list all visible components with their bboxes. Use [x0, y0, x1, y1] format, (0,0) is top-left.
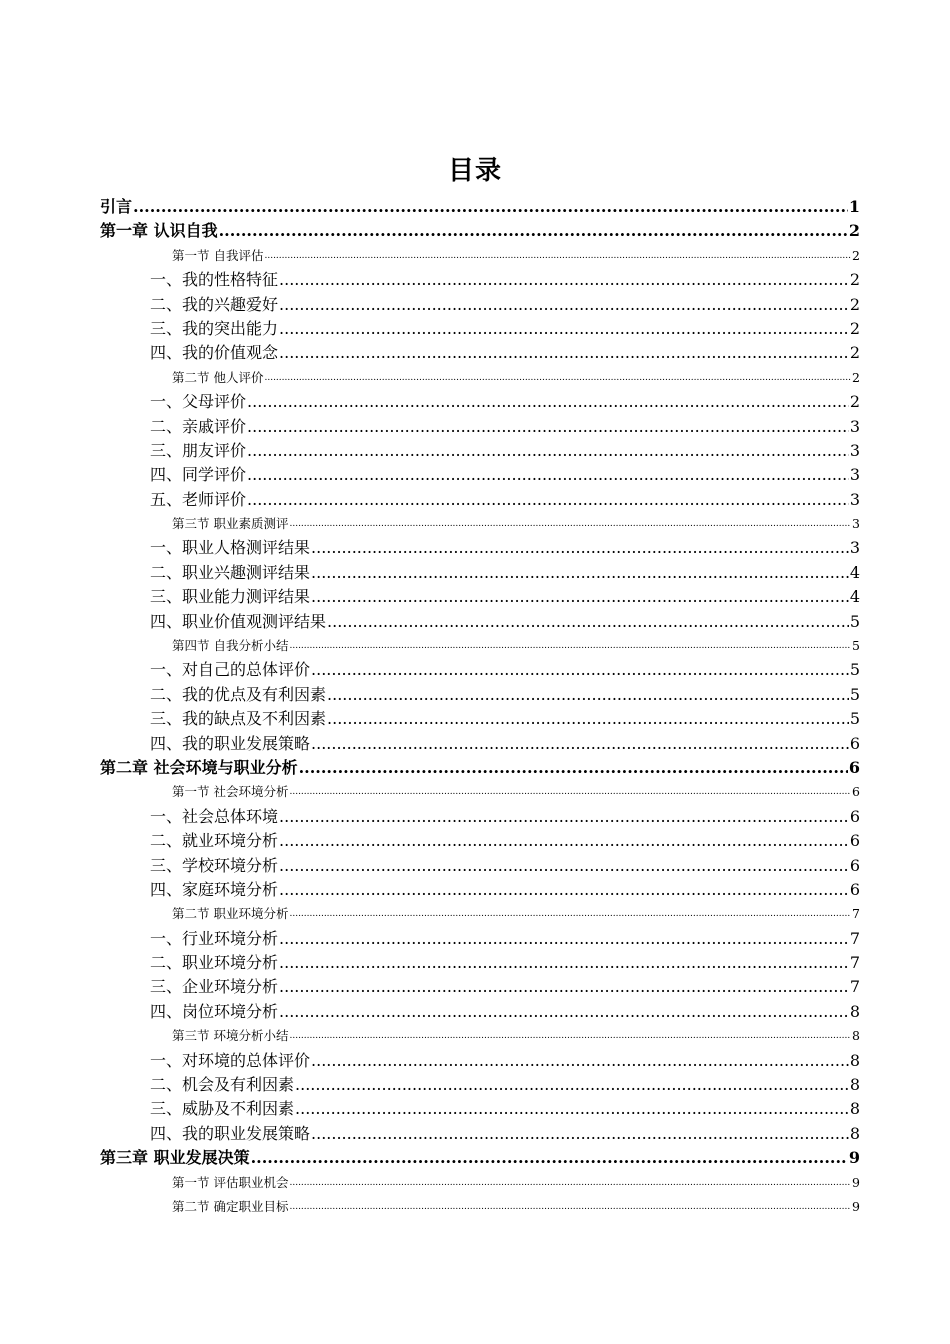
toc-entry-page-number: 9	[852, 1199, 860, 1214]
toc-item-entry[interactable]	[100, 439, 860, 463]
toc-leader-dots	[327, 707, 849, 731]
toc-item-entry[interactable]	[100, 854, 860, 878]
toc-item-entry[interactable]	[100, 610, 860, 634]
toc-leader-dots	[311, 1122, 849, 1146]
toc-leader-dots	[264, 244, 851, 268]
toc-leader-dots	[289, 1024, 851, 1048]
toc-entry-page-number: 6	[849, 806, 860, 826]
toc-item-entry[interactable]	[100, 293, 860, 317]
toc-leader-dots	[311, 658, 849, 682]
toc-leader-dots	[251, 1146, 848, 1170]
toc-item-entry[interactable]	[100, 536, 860, 560]
toc-entry-label: 三、朋友评价	[150, 440, 247, 460]
toc-entry-page-number: 5	[849, 660, 860, 680]
toc-leader-dots	[279, 854, 849, 878]
toc-entry-label: 第三节 职业素质测评	[172, 516, 289, 532]
toc-leader-dots	[279, 976, 849, 1000]
toc-leader-dots	[311, 536, 849, 560]
toc-section-entry[interactable]	[100, 1171, 860, 1195]
toc-entry-page-number: 3	[849, 416, 860, 436]
toc-leader-dots	[247, 488, 849, 512]
toc-leader-dots	[289, 634, 851, 658]
toc-item-entry[interactable]	[100, 976, 860, 1000]
toc-entry-label: 第一节 自我评估	[172, 247, 264, 263]
toc-section-entry[interactable]	[100, 902, 860, 926]
toc-entry-page-number: 4	[849, 587, 860, 607]
toc-item-entry[interactable]	[100, 1097, 860, 1121]
toc-entry-label: 三、职业能力测评结果	[150, 587, 311, 607]
toc-leader-dots	[279, 341, 849, 365]
toc-entry-page-number: 7	[849, 928, 860, 948]
toc-leader-dots	[295, 1097, 849, 1121]
toc-entry-label: 二、亲戚评价	[150, 416, 247, 436]
toc-entry-label: 第一节 评估职业机会	[172, 1174, 289, 1190]
toc-leader-dots	[311, 585, 849, 609]
toc-chapter-entry[interactable]	[100, 219, 860, 243]
toc-entry-page-number: 5	[849, 709, 860, 729]
toc-section-entry[interactable]	[100, 780, 860, 804]
toc-entry-page-number: 5	[849, 684, 860, 704]
toc-entry-page-number: 5	[849, 611, 860, 631]
toc-chapter-entry[interactable]	[100, 1146, 860, 1170]
toc-leader-dots	[295, 1073, 849, 1097]
toc-entry-label: 第一节 社会环境分析	[172, 784, 289, 800]
toc-leader-dots	[279, 829, 849, 853]
toc-item-entry[interactable]	[100, 707, 860, 731]
toc-item-entry[interactable]	[100, 1049, 860, 1073]
toc-entry-label: 第三节 环境分析小结	[172, 1028, 289, 1044]
toc-entry-label: 第二节 他人评价	[172, 369, 264, 385]
toc-item-entry[interactable]	[100, 829, 860, 853]
toc-entry-label: 二、我的兴趣爱好	[150, 294, 279, 314]
toc-section-entry[interactable]	[100, 634, 860, 658]
toc-entry-label: 三、学校环境分析	[150, 855, 279, 875]
toc-chapter-entry[interactable]	[100, 195, 860, 219]
toc-chapter-entry[interactable]	[100, 756, 860, 780]
toc-leader-dots	[247, 415, 849, 439]
toc-leader-dots	[279, 1000, 849, 1024]
toc-leader-dots	[289, 1195, 851, 1219]
toc-item-entry[interactable]	[100, 463, 860, 487]
toc-entry-label: 第二节 确定职业目标	[172, 1199, 289, 1214]
toc-entry-page-number: 3	[849, 465, 860, 485]
toc-leader-dots	[279, 293, 849, 317]
toc-leader-dots	[299, 756, 848, 780]
toc-entry-label: 四、家庭环境分析	[150, 879, 279, 899]
toc-entry-label: 引言	[100, 196, 133, 216]
toc-section-entry[interactable]	[100, 1195, 860, 1219]
toc-entry-label: 二、机会及有利因素	[150, 1075, 295, 1095]
toc-entry-page-number: 2	[852, 369, 860, 385]
toc-leader-dots	[247, 390, 849, 414]
toc-item-entry[interactable]	[100, 415, 860, 439]
toc-entry-page-number: 2	[848, 221, 860, 241]
toc-entry-page-number: 6	[852, 784, 860, 800]
toc-entry-label: 四、同学评价	[150, 465, 247, 485]
toc-entry-label: 三、企业环境分析	[150, 977, 279, 997]
toc-entry-label: 第二章 社会环境与职业分析	[100, 757, 298, 777]
toc-item-entry[interactable]	[100, 732, 860, 756]
toc-entry-page-number: 7	[849, 977, 860, 997]
toc-leader-dots	[219, 219, 848, 243]
toc-entry-page-number: 2	[849, 392, 860, 412]
toc-entry-page-number: 6	[849, 831, 860, 851]
toc-entry-label: 二、我的优点及有利因素	[150, 684, 327, 704]
toc-entry-page-number: 7	[852, 906, 860, 922]
toc-leader-dots	[247, 439, 849, 463]
toc-entry-page-number: 3	[849, 489, 860, 509]
toc-entry-label: 二、职业环境分析	[150, 953, 279, 973]
toc-leader-dots	[133, 195, 848, 219]
toc-leader-dots	[311, 732, 849, 756]
toc-item-entry[interactable]	[100, 585, 860, 609]
toc-entry-page-number: 6	[849, 879, 860, 899]
toc-entry-page-number: 9	[852, 1174, 860, 1190]
toc-entry-page-number: 4	[849, 562, 860, 582]
toc-entry-label: 四、我的价值观念	[150, 343, 279, 363]
toc-entry-label: 第一章 认识自我	[100, 221, 218, 241]
toc-entry-label: 四、职业价值观测评结果	[150, 611, 327, 631]
toc-entry-label: 三、我的突出能力	[150, 318, 279, 338]
toc-entry-label: 一、父母评价	[150, 392, 247, 412]
toc-item-entry[interactable]	[100, 1000, 860, 1024]
toc-entry-page-number: 2	[849, 318, 860, 338]
toc-entry-page-number: 9	[848, 1148, 860, 1168]
toc-entry-label: 二、就业环境分析	[150, 831, 279, 851]
toc-entry-label: 一、职业人格测评结果	[150, 538, 311, 558]
toc-leader-dots	[279, 951, 849, 975]
toc-leader-dots	[289, 512, 851, 536]
toc-entry-page-number: 6	[849, 855, 860, 875]
toc-item-entry[interactable]	[100, 805, 860, 829]
toc-entry-page-number: 7	[849, 953, 860, 973]
toc-item-entry[interactable]	[100, 927, 860, 951]
toc-entry-page-number: 5	[852, 638, 860, 654]
toc-item-entry[interactable]	[100, 1122, 860, 1146]
toc-item-entry[interactable]	[100, 341, 860, 365]
toc-entry-page-number: 2	[849, 294, 860, 314]
toc-entry-page-number: 8	[849, 1123, 860, 1143]
toc-entry-page-number: 1	[848, 196, 860, 216]
toc-entry-page-number: 8	[852, 1028, 860, 1044]
toc-section-entry[interactable]	[100, 512, 860, 536]
toc-entry-page-number: 6	[848, 757, 860, 777]
toc-item-entry[interactable]	[100, 683, 860, 707]
toc-entry-page-number: 8	[849, 1099, 860, 1119]
toc-leader-dots	[311, 1049, 849, 1073]
toc-leader-dots	[289, 902, 851, 926]
toc-leader-dots	[327, 683, 849, 707]
toc-entry-label: 三、威胁及不利因素	[150, 1099, 295, 1119]
toc-entry-page-number: 8	[849, 1050, 860, 1070]
toc-entry-label: 二、职业兴趣测评结果	[150, 562, 311, 582]
toc-entry-page-number: 2	[849, 270, 860, 290]
toc-item-entry[interactable]	[100, 317, 860, 341]
toc-entry-label: 一、社会总体环境	[150, 806, 279, 826]
toc-item-entry[interactable]	[100, 1073, 860, 1097]
toc-leader-dots	[279, 878, 849, 902]
toc-section-entry[interactable]	[100, 244, 860, 268]
toc-entry-page-number: 2	[849, 343, 860, 363]
toc-leader-dots	[289, 780, 851, 804]
toc-leader-dots	[311, 561, 849, 585]
toc-leader-dots	[279, 805, 849, 829]
toc-entry-label: 一、我的性格特征	[150, 270, 279, 290]
toc-entry-label: 第三章 职业发展决策	[100, 1148, 250, 1168]
table-of-contents	[100, 195, 860, 1219]
toc-leader-dots	[279, 927, 849, 951]
toc-entry-label: 五、老师评价	[150, 489, 247, 509]
toc-leader-dots	[289, 1171, 851, 1195]
toc-entry-label: 一、对自己的总体评价	[150, 660, 311, 680]
toc-entry-label: 一、对环境的总体评价	[150, 1050, 311, 1070]
toc-leader-dots	[247, 463, 849, 487]
toc-entry-label: 第二节 职业环境分析	[172, 906, 289, 922]
toc-item-entry[interactable]	[100, 268, 860, 292]
toc-item-entry[interactable]	[100, 561, 860, 585]
toc-entry-label: 四、我的职业发展策略	[150, 733, 311, 753]
toc-entry-label: 四、我的职业发展策略	[150, 1123, 311, 1143]
toc-entry-label: 第四节 自我分析小结	[172, 638, 289, 654]
toc-leader-dots	[279, 317, 849, 341]
toc-leader-dots	[264, 366, 851, 390]
toc-item-entry[interactable]	[100, 658, 860, 682]
toc-entry-page-number: 3	[852, 516, 860, 532]
toc-entry-label: 四、岗位环境分析	[150, 1001, 279, 1021]
toc-entry-label: 一、行业环境分析	[150, 928, 279, 948]
toc-entry-page-number: 3	[849, 538, 860, 558]
toc-entry-page-number: 3	[849, 440, 860, 460]
toc-entry-page-number: 6	[849, 733, 860, 753]
toc-entry-page-number: 8	[849, 1075, 860, 1095]
toc-entry-page-number: 2	[852, 247, 860, 263]
toc-item-entry[interactable]	[100, 878, 860, 902]
toc-entry-label: 三、我的缺点及不利因素	[150, 709, 327, 729]
toc-item-entry[interactable]	[100, 951, 860, 975]
toc-entry-page-number: 8	[849, 1001, 860, 1021]
toc-item-entry[interactable]	[100, 390, 860, 414]
toc-item-entry[interactable]	[100, 488, 860, 512]
toc-leader-dots	[327, 610, 849, 634]
toc-leader-dots	[279, 268, 849, 292]
toc-section-entry[interactable]	[100, 366, 860, 390]
toc-section-entry[interactable]	[100, 1024, 860, 1048]
toc-title: 目录	[447, 156, 502, 186]
